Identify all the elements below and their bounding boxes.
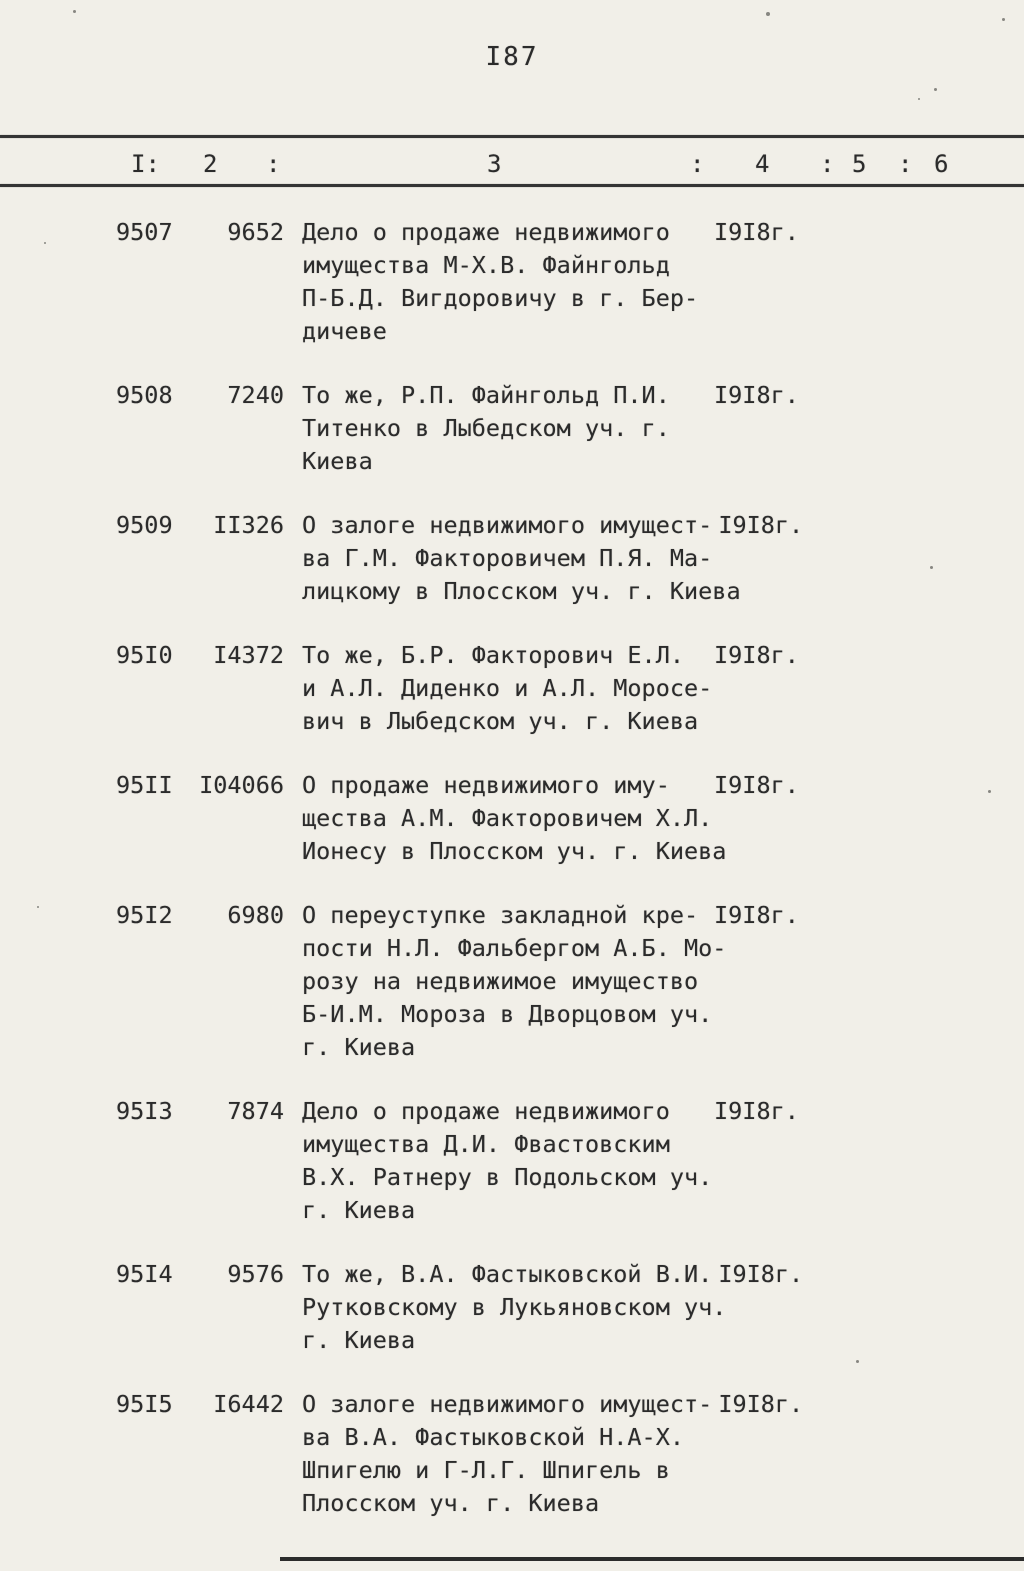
table-row <box>0 1258 1024 1357</box>
file-number: I6442 <box>213 1390 284 1418</box>
entry-year: I9I8г. <box>718 1390 804 1418</box>
column-header-6: 6 <box>934 150 949 178</box>
table-body <box>0 216 1024 1551</box>
entry-year: I9I8г. <box>714 381 799 409</box>
scan-speck <box>73 10 76 13</box>
column-header-3: 3 <box>487 150 502 178</box>
description-line <box>302 1095 799 1128</box>
description-line: и А.Л. Диденко и А.Л. Моросе- <box>302 674 713 702</box>
table-row <box>0 899 1024 1064</box>
description-line <box>302 216 799 249</box>
description-line <box>302 509 803 542</box>
entry-description <box>302 216 799 348</box>
table-row <box>0 509 1024 608</box>
description-line: Рутковскому в Лукьяновском уч. <box>302 1293 727 1321</box>
entry-description <box>302 899 799 1064</box>
scan-speck <box>856 1360 859 1363</box>
description-line: Плосском уч. г. Киева <box>302 1489 600 1517</box>
entry-description <box>302 1095 799 1227</box>
table-row <box>0 379 1024 478</box>
description-line: имущества М-Х.В. Файнгольд <box>302 251 670 279</box>
file-number: 6980 <box>227 901 284 929</box>
description-line: ва В.А. Фастыковской Н.А-Х. <box>302 1423 685 1451</box>
file-number: I04066 <box>199 771 284 799</box>
entry-number: 95I2 <box>116 901 173 929</box>
file-number: 9576 <box>227 1260 284 1288</box>
description-line: г. Киева <box>302 1033 416 1061</box>
description-first-line-text: То же, Б.Р. Факторович Е.Л. <box>302 641 685 669</box>
table-top-rule <box>0 135 1024 138</box>
description-first-line-text: О переуступке закладной кре- <box>302 901 699 929</box>
entry-description <box>302 1258 803 1357</box>
table-row <box>0 216 1024 348</box>
description-line: П-Б.Д. Вигдоровичу в г. Бер- <box>302 284 699 312</box>
table-column-header-row <box>0 148 1024 184</box>
scan-speck <box>1002 18 1005 21</box>
entry-description <box>302 509 803 608</box>
description-line <box>302 379 799 412</box>
entry-description <box>302 769 799 868</box>
description-line: В.Х. Ратнеру в Подольском уч. <box>302 1163 713 1191</box>
table-header-bottom-rule <box>0 184 1024 187</box>
description-line <box>302 899 799 932</box>
description-first-line-text: О залоге недвижимого имущест- <box>302 511 713 539</box>
description-line: дичеве <box>302 317 387 345</box>
scan-speck <box>766 12 770 16</box>
column-separator: : <box>820 150 835 178</box>
entry-year: I9I8г. <box>714 1097 799 1125</box>
description-first-line-text: То же, В.А. Фастыковской В.И. <box>302 1260 713 1288</box>
column-header-4: 4 <box>755 150 770 178</box>
table-row <box>0 769 1024 868</box>
description-line: ва Г.М. Факторовичем П.Я. Ма- <box>302 544 713 572</box>
entry-year: I9I8г. <box>714 218 799 246</box>
column-header-2: 2 <box>203 150 218 178</box>
scan-speck <box>988 790 991 793</box>
description-line: Ионесу в Плосском уч. г. Киева <box>302 837 727 865</box>
description-first-line-text: То же, Р.П. Файнгольд П.И. <box>302 381 670 409</box>
description-line: лицкому в Плосском уч. г. Киева <box>302 577 741 605</box>
description-line <box>302 1258 803 1291</box>
column-header-5: 5 <box>852 150 867 178</box>
description-first-line-text: Дело о продаже недвижимого <box>302 218 670 246</box>
description-line <box>302 639 799 672</box>
file-number: 9652 <box>227 218 284 246</box>
description-line: щества А.М. Факторовичем Х.Л. <box>302 804 713 832</box>
column-header-1: I: <box>131 150 160 178</box>
table-row <box>0 1095 1024 1227</box>
file-number: 7240 <box>227 381 284 409</box>
description-line: имущества Д.И. Фвастовским <box>302 1130 670 1158</box>
file-number: I4372 <box>213 641 284 669</box>
scan-speck <box>918 98 920 100</box>
description-line: Шпигелю и Г-Л.Г. Шпигель в <box>302 1456 670 1484</box>
entry-year: I9I8г. <box>718 1260 804 1288</box>
page-number: I87 <box>485 42 539 72</box>
scan-speck <box>37 906 39 908</box>
entry-number: 9507 <box>116 218 173 246</box>
entry-year: I9I8г. <box>714 901 799 929</box>
page-bottom-rule <box>280 1557 1024 1561</box>
entry-year: I9I8г. <box>714 641 799 669</box>
scan-speck <box>934 88 937 91</box>
table-row <box>0 639 1024 738</box>
entry-number: 95I3 <box>116 1097 173 1125</box>
entry-number: 9508 <box>116 381 173 409</box>
entry-number: 95II <box>116 771 173 799</box>
column-separator: : <box>266 150 281 178</box>
entry-number: 9509 <box>116 511 173 539</box>
entry-number: 95I0 <box>116 641 173 669</box>
description-line: пости Н.Л. Фальбергом А.Б. Мо- <box>302 934 727 962</box>
file-number: II326 <box>213 511 284 539</box>
entry-number: 95I4 <box>116 1260 173 1288</box>
description-line: Киева <box>302 447 373 475</box>
description-line: г. Киева <box>302 1326 416 1354</box>
description-line: вич в Лыбедском уч. г. Киева <box>302 707 699 735</box>
description-line <box>302 769 799 802</box>
entry-year: I9I8г. <box>714 771 799 799</box>
file-number: 7874 <box>227 1097 284 1125</box>
description-line <box>302 1388 803 1421</box>
description-line: Б-И.М. Мороза в Дворцовом уч. <box>302 1000 713 1028</box>
scan-speck <box>930 566 933 569</box>
description-first-line-text: Дело о продаже недвижимого <box>302 1097 670 1125</box>
scan-speck <box>44 242 46 244</box>
column-separator: : <box>898 150 913 178</box>
entry-number: 95I5 <box>116 1390 173 1418</box>
description-line: розу на недвижимое имущество <box>302 967 699 995</box>
description-first-line-text: О залоге недвижимого имущест- <box>302 1390 713 1418</box>
column-separator: : <box>690 150 705 178</box>
description-line: г. Киева <box>302 1196 416 1224</box>
entry-description <box>302 379 799 478</box>
description-line: Титенко в Лыбедском уч. г. <box>302 414 670 442</box>
entry-description <box>302 1388 803 1520</box>
description-first-line-text: О продаже недвижимого иму- <box>302 771 670 799</box>
entry-year: I9I8г. <box>718 511 804 539</box>
entry-description <box>302 639 799 738</box>
table-row <box>0 1388 1024 1520</box>
